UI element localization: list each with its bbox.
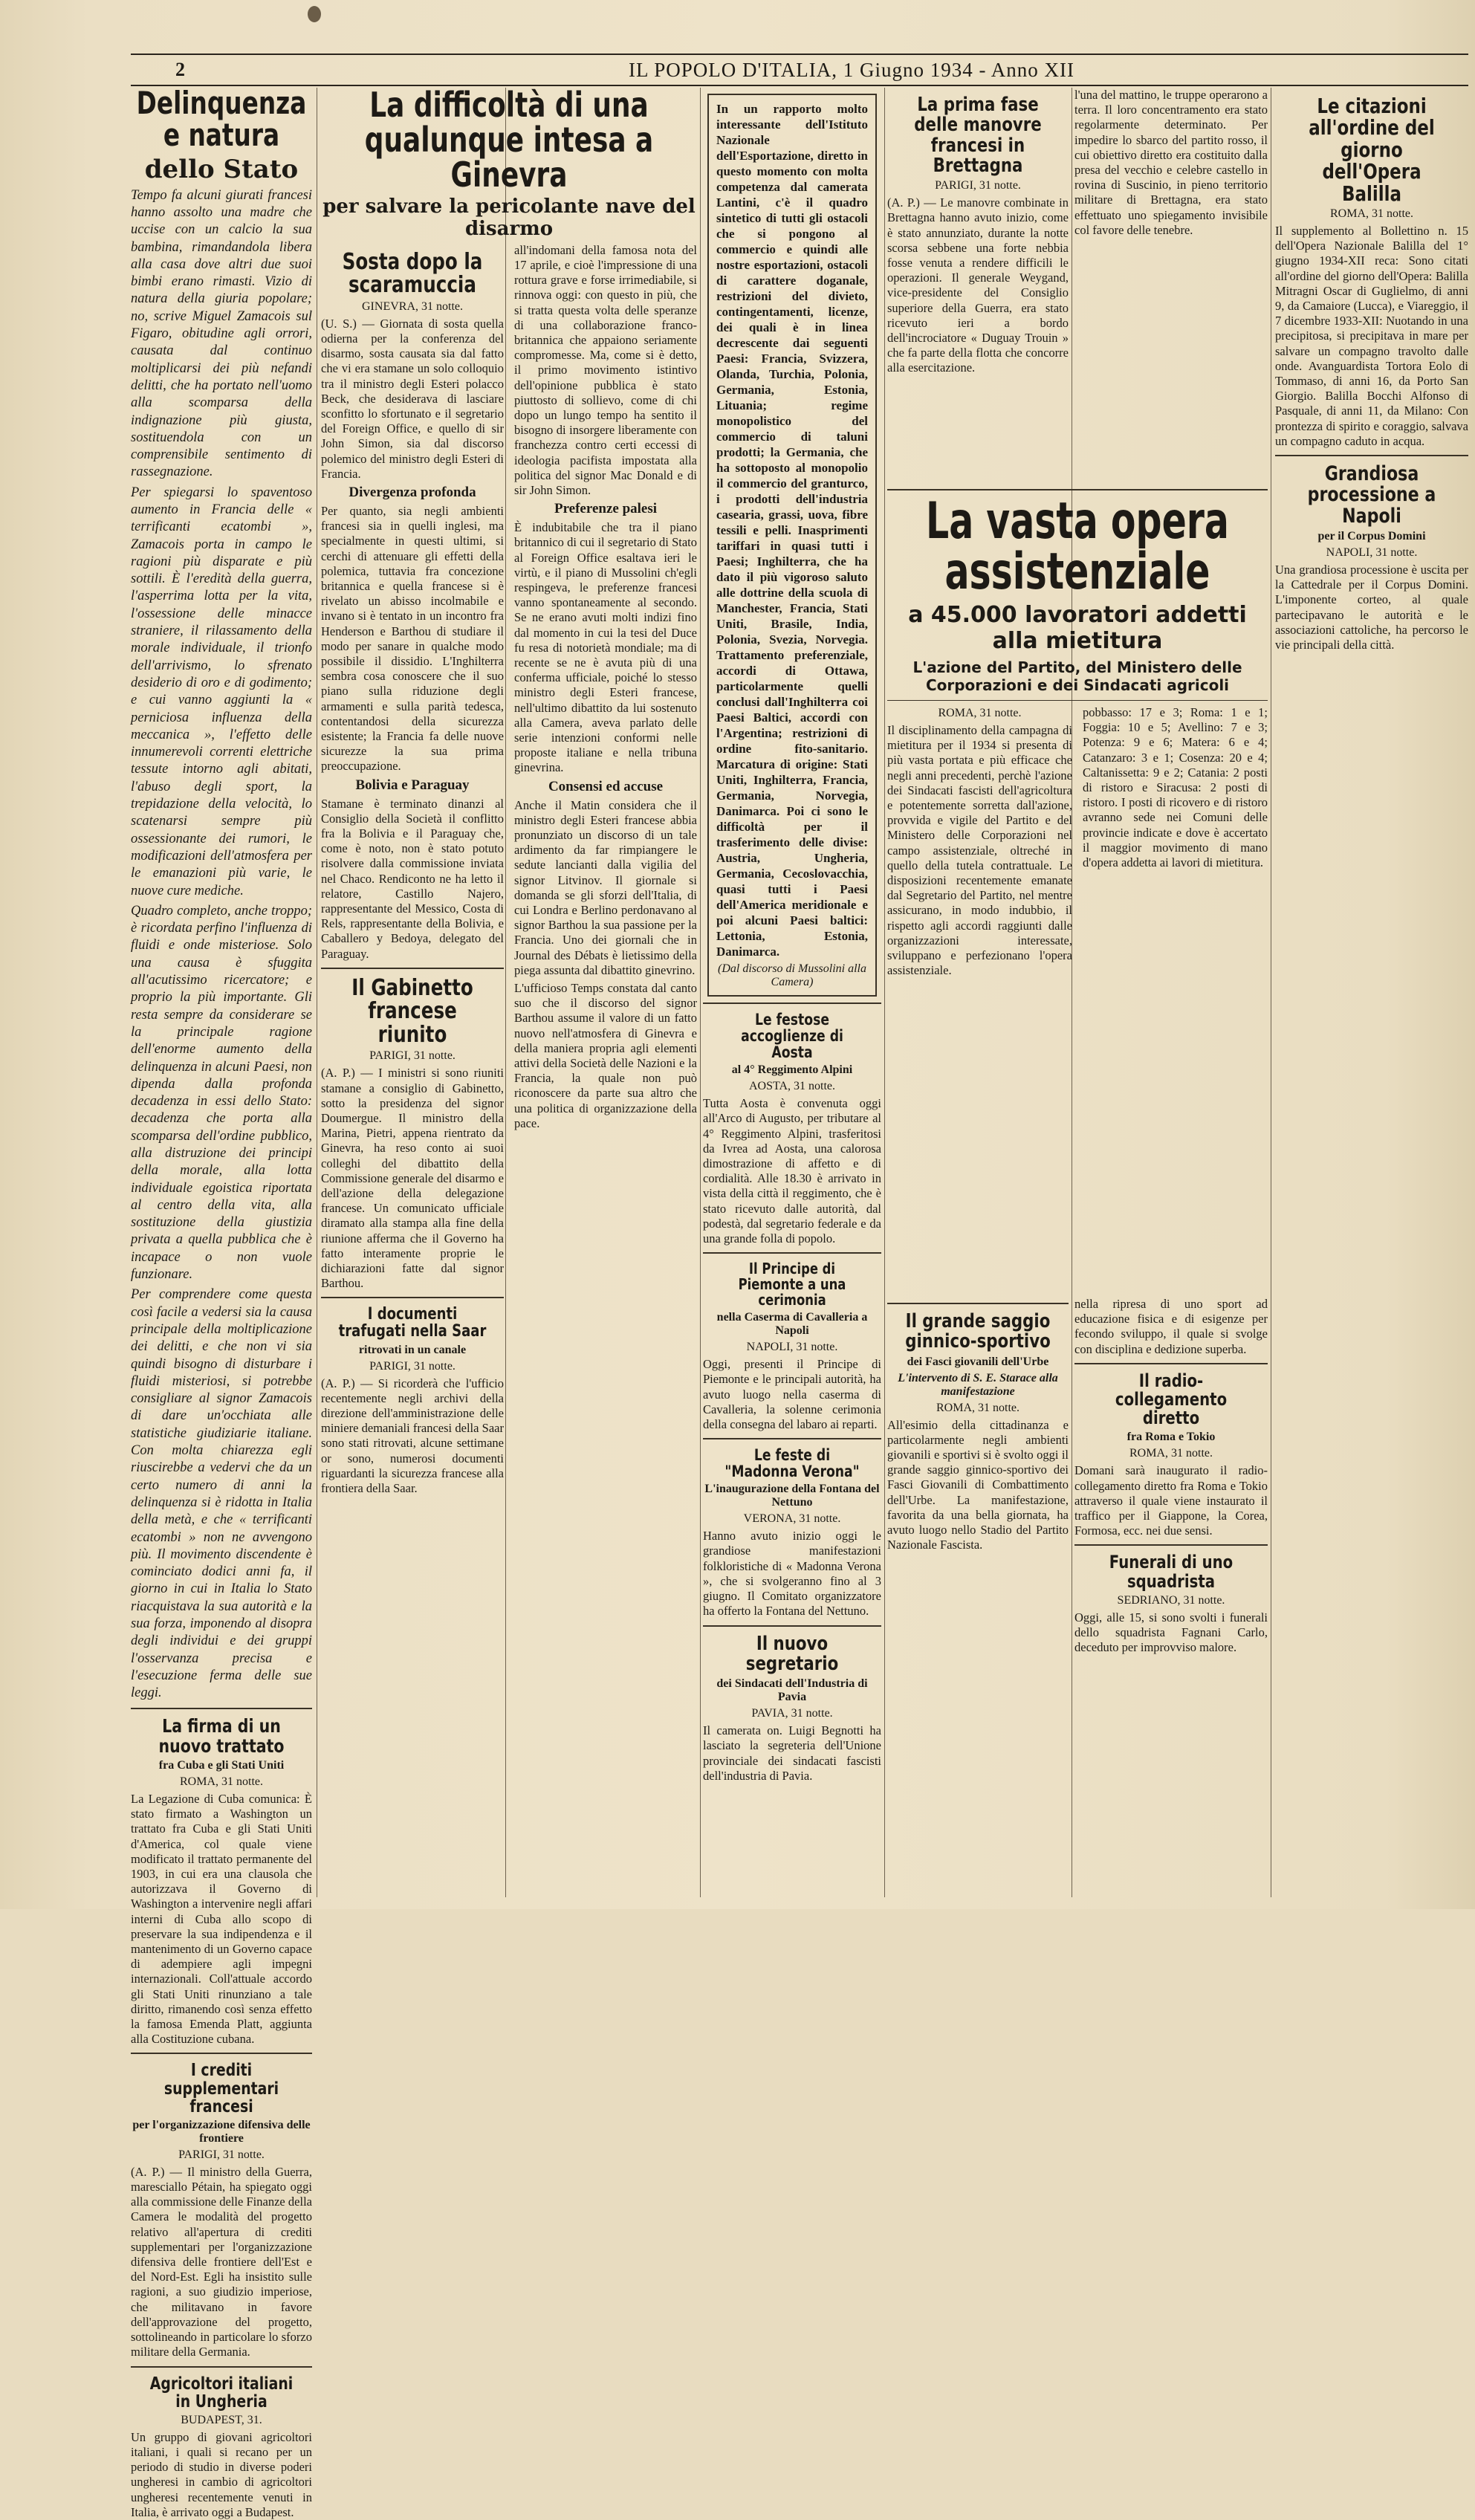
- divider: [1074, 1363, 1268, 1364]
- column-6-lower: [1074, 1297, 1268, 1897]
- paragraph: (A. P.) — I ministri si sono riuniti stamane a consiglio di Gabinetto, sotto la presidenza del signor Doumergue. Il ministro della Marina, Pietri, appena rientrato da Ginevra, ha reso conto ai suoi colleghi del dibattito della Commissione generale del disarmo e dell'azione della delegazione francese. Un comunicato ufficiale diramato alla stampa alla fine della riunione afferma che il Governo ha fatto interamente proprie le dichiarazioni fatte dal signor Barthou.: [321, 1066, 504, 1291]
- paragraph: È indubitabile che tra il piano britannico di cui il segretario di Stato al Foreign Office esaltava ieri le virtù, e il piano di Mussolini ch'egli respingeva, le preferenze francesi vanno spontaneamente al secondo. Se ne erano avuti molti indizi fino dal momento in cui la tesi del Duce fu resa di notorietà mondiale; ma di recente se ne è avuta più di una conferma ufficiale, poiché lo stesso ministro degli Esteri francese, nell'ultimo dibattito da lui sostenuto alla Camera, aveva parlato delle serie intenzioni conformi nelle proposte italiane e nella tribuna ginevrina.: [514, 520, 697, 775]
- paragraph: Anche il Matin considera che il ministro degli Esteri francese abbia pronunziato un discorso di un tale ardimento da far rimpiangere le sedute lancianti dalla vigilia del signor Litvinov. Il giornale si domanda se gli sforzi dell'Italia, di cui Londra e Berlino perdonavano al signor Barthou la sua passione per la Francia. Uno dei giornali che in Journal des Débats è lietissimo della piega assunta dal dibattito ginevrino.: [514, 797, 697, 977]
- paragraph: l'una del mattino, le truppe operarono a terra. Il loro concentramento era stato regolarmente determinato. Per impedire lo sbarco del partito rosso, il cui obiettivo diretto era costituito dalla presa del vecchio e celebre castello in rovina di Suscinio, in pieno territorio militare di Brettagna, era stato effettuato uno spiegamento invisibile col favore delle tenebre.: [1074, 88, 1268, 237]
- column-5-top: [887, 88, 1069, 474]
- subheadline-mietitura: a 45.000 lavoratori addetti alla mietitura: [908, 602, 1247, 654]
- paragraph: Oggi, alle 15, si sono svolti i funerali dello squadrista Fagnani Carlo, deceduto per improvviso malore.: [1074, 1610, 1268, 1655]
- paragraph: Per quanto, sia negli ambienti francesi sia in quelli inglesi, ma specialmente in questi ultimi, si cerchi di attenuare gli effetti della polemica, tuttavia fra concezione britannica e quella francese si è rivelato un abisso incolmabile e invano si è tentato in un incontro fra Henderson e Barthou di studiare il modo per sanare in qualche modo possibile il dissidio. L'Inghilterra sembra cosa conoscere che il suo piano sulla riduzione degli armamenti e sulla parità tedesca, contentandosi della sicurezza esistente; la Francia fa delle nuove sicurezze la sua prima preoccupazione.: [321, 503, 504, 774]
- dateline: NAPOLI, 31 notte.: [1326, 546, 1418, 560]
- subheadline: al 4° Reggimento Alpini: [731, 1063, 853, 1077]
- masthead-title: IL POPOLO D'ITALIA, 1 Giugno 1934 - Anno XII: [629, 58, 1074, 81]
- headline-ginevra: La difficoltà di una qualunque intesa a Ginevra: [364, 85, 654, 195]
- paragraph: Tempo fa alcuni giurati francesi hanno assolto una madre che uccise con un calcio la sua bambina, rimandandola libera alla casa dove altri due suoi bimbi erano rimasti. Vizio di natura della giuria popolare; no, scrive Miguel Zamacois sul Figaro, obitudine agli orrori, causata dal continuo moltiplicarsi dei più nefandi delitti, che ha portato nell'uomo alla scomparsa della indignazione più giusta, sostituendola con un comprensibile sentimento di rassegnazione.: [131, 187, 312, 480]
- section-title: Consensi ed accuse: [548, 778, 664, 794]
- subheadline: per il Corpus Domini: [1317, 530, 1426, 543]
- dateline: ROMA, 31 notte.: [1330, 207, 1413, 220]
- paragraph: Per comprendere come questa così facile a vedersi sia la causa principale della moltiplicazione dei delitti, e che non vi sia quindi bisogno di disturbare i fluidi misteriosi, si potrebbe consigliare al signor Zamacois di dare un'occhiata alle statistiche giudiziarie italiane. Con molta chiarezza egli riuscirebbe a vedervi che da un certo numero di anni la delinquenza si è ridotta in Italia della metà, e che « terrificanti ecatombi » non ne avvengono più. Il movimento discendente è cominciato dodici anni fa, il giorno in cui in Italia lo Stato riacquistava la sua autorità e la sua forza, imponendo al disopra degli individui e dei gruppi l'osservanza precisa e l'esecuzione ferma delle sue leggi.: [131, 1287, 312, 1701]
- kicker: L'intervento di S. E. Starace alla manifestazione: [898, 1371, 1058, 1398]
- dateline: PAVIA, 31 notte.: [751, 1707, 833, 1720]
- kicker: L'azione del Partito, del Ministero delle Corporazioni e dei Sindacati agricoli: [912, 658, 1242, 694]
- ginevra-article: [321, 85, 697, 1897]
- section-title: Divergenza profonda: [349, 484, 476, 500]
- divider: [703, 1438, 881, 1439]
- paragraph: nella ripresa di uno sport ad educazione fisica e di esigenze per fecondo sviluppo, il quale si svolge con disciplina e dedizione superba.: [1074, 1297, 1268, 1356]
- column-rule: [884, 88, 885, 1897]
- dateline: VERONA, 31 notte.: [743, 1512, 841, 1526]
- assistenziale-article: [887, 483, 1268, 1293]
- divider: [887, 489, 1268, 490]
- dateline: PARIGI, 31 notte.: [935, 179, 1021, 192]
- ginevra-subcolumns: [321, 243, 697, 1499]
- headline-saggio: Il grande saggio ginnico-sportivo: [905, 1310, 1051, 1353]
- paragraph: Domani sarà inaugurato il radio-collegamento diretto fra Roma e Tokio attraverso il quale viene instaurato il traffico per il Giappone, la Corea, Formosa, ecc. nei due sensi.: [1074, 1463, 1268, 1538]
- paragraph: Il supplemento al Bollettino n. 15 dell'Opera Nazionale Balilla del 1° giugno 1934-XII reca: Sono citati all'ordine del giorno dell'Opera: Balilla Mitragni Oscar di Guglielmo, di anni 9, da Camaiore (Lucca), e Viareggio, il 7 dicembre 1933-XII: Nuotando in una precipitosa, si precipitava in mare per salvare un compagno travolto dalle onde. Avanguardista Tortora Eolo di Tommaso, di anni 16, da Porto San Giorgio. Balilla Bocchi Alfonso di Pasquale, di anni 11, da Milano: Con prontezza di spirito e coraggio, salvava un compagno caduto in acqua.: [1275, 223, 1468, 448]
- subheadline: fra Roma e Tokio: [1126, 1431, 1216, 1444]
- headline-manovre: La prima fase delle manovre francesi in Brettagna: [914, 94, 1042, 177]
- assistenziale-right: [1083, 705, 1268, 981]
- masthead: [131, 54, 1468, 86]
- paragraph: all'indomani della famosa nota del 17 aprile, e cioè l'impressione di una rottura grave e forse irrimediabile, si rinnova oggi: con questo in più, che si tratta questa volta delle speranze di una collaborazione franco-britannica che appaiono seriamente compromesse. Ma, come si è detto, il primo movimento istintivo dell'opinione pubblica è stato piuttosto di sollievo, come di chi dopo un lungo tempo ha sentito il bisogno di insorgere liberamente con franchezza contro certi eccessi di ideologia pacifista impostata alla politica del signor Mac Donald e di sir John Simon.: [514, 242, 697, 497]
- subheadline: L'inaugurazione della Fontana del Nettuno: [704, 1483, 880, 1509]
- divider: [131, 2366, 312, 2368]
- quote-text: In un rapporto molto interessante dell'Istituto Nazionale dell'Esportazione, diretto in questo momento con molta competenza dal camerata Lantini, c'è il quadro sintetico di tutti gli ostacoli che si pongono al commercio e quindi alle nostre esportazioni, ostacoli di carattere doganale, restrizioni del divieto, contingentamenti, licenze, dei quali è in linea decrescente dai seguenti Paesi: Francia, Svizzera, Olanda, Turchia, Polonia, Germania, Estonia, Lituania; regime monopolistico del commercio di taluni prodotti; la Germania, che ha sottoposto al monopolio il commercio del granturco, i prodotti dell'industria casearia, grassi, uova, fibre tessili e pelli. Inasprimenti tariffari in quasi tutti i Paesi; Inghilterra, che ha dato il più vigoroso saluto alle dottrine della scuola di Manchester, Francia, Stati Uniti, Brasile, India, Polonia, Svezia, Norvegia. Trattamento preferenziale, accordi di Ottawa, particolarmente quelli conclusi dall'Inghilterra coi Paesi Baltici, accordi con l'Argentina; restrizioni di ordine fito-sanitario. Marcatura di origine: Stati Uniti, Inghilterra, Francia, Germania, Norvegia, Danimarca. Poi ci sono le difficoltà per il trasferimento delle divise: Austria, Ungheria, Germania, Cecoslovacchia, quasi tutti i Paesi dell'America meridionale e poi alcuni Paesi baltici: Lettonia, Estonia, Danimarca.: [716, 102, 868, 959]
- paragraph: Tutta Aosta è convenuta oggi all'Arco di Augusto, per tributare al 4° Reggimento Alpini, trasferitosi da Ivrea ad Aosta, una calorosa dimostrazione di affetto e di cordialità. Alle 18.30 è arrivato in vista della città il reggimento, che è stato ricevuto dalle autorità, dal podestà, dal segretario federale e da una grande folla di popolo.: [703, 1096, 881, 1246]
- paragraph: (U. S.) — Giornata di sosta quella odierna per la conferenza del disarmo, sosta causata sia dal fatto che vi era stamane un solo colloquio tra il ministro degli Esteri polacco Beck, che desiderava di lasciare sconfitto lo sfortunato e il segretario del Foreign Office, e quello di sir John Simon, sia dal discorso polemico del ministro degli Esteri di Francia.: [321, 316, 504, 481]
- subheadline: nella Caserma di Cavalleria a Napoli: [716, 1311, 868, 1338]
- divider: [703, 1625, 881, 1627]
- divider: [131, 2053, 312, 2054]
- dateline: BUDAPEST, 31.: [181, 2413, 262, 2426]
- headline-aosta: Le festose accoglienze di Aosta: [741, 1011, 843, 1062]
- paragraph: Il disciplinamento della campagna di mietitura per il 1934 si presenta di più vasta portata e più efficace che negli anni precedenti, perchè l'azione dei Sindacati fascisti dell'agricoltura e potentemente sorretta dall'azione, provvida e vigile del Partito e del Ministero delle Corporazioni nel campo assistenziale, oltreché in quello della tutela contrattuale. Le disposizioni recentemente emanate dal Segretario del Partito, nel mentre assicurano, in modo indubbio, il rispetto agli accordi raggiunti dalle organizzazioni interessate, sviluppano e perfezionano l'opera assistenziale.: [887, 723, 1072, 978]
- paragraph: Quadro completo, anche troppo; è ricordata perfino l'influenza di fluidi e onde misteriose. Solo una causa è sfuggita all'acutissimo ricercatore; e proprio la più importante. Gli resta sempre da considerare se la principale ragione dell'enorme aumento della delinquenza in alcuni Paesi, non dipenda dalla profonda decadenza in essi dello Stato: decadenza che porta alla scomparsa dell'ordine pubblico, alla distruzione dei principi della morale, alla lotta individuale egoistica riportata al centro della vita, alla sostituzione della giustizia privata a quella pubblica che è incapace o non vuole funzionare.: [131, 903, 312, 1283]
- section-title: Bolivia e Paraguay: [355, 777, 470, 793]
- headline-gabinetto: Il Gabinetto francese riunito: [351, 974, 473, 1048]
- headline-saar: I documenti trafugati nella Saar: [338, 1305, 487, 1341]
- paragraph: All'esimio della cittadinanza e particolarmente negli ambienti giovanili e sportivi si è svolto oggi il grande saggio ginnico-sportivo dei Fasci Giovanili di Combattimento dell'Urbe. La manifestazione, favorita da una bella giornata, ha avuto luogo nello Stadio del Partito Nazionale Fascista.: [887, 1417, 1069, 1552]
- editorial-body: [131, 187, 312, 1703]
- assistenziale-subcolumns: [887, 705, 1268, 981]
- subheadline: fra Cuba e gli Stati Uniti: [158, 1758, 285, 1772]
- quote-source: (Dal discorso di Mussolini alla Camera): [717, 962, 866, 988]
- headline-assistenziale: La vasta opera assistenziale: [926, 492, 1229, 601]
- headline-agricoltori: Agricoltori italiani in Ungheria: [149, 2374, 294, 2412]
- ginevra-right: [514, 243, 697, 1499]
- dateline: AOSTA, 31 notte.: [748, 1080, 836, 1093]
- column-4: [703, 88, 881, 1897]
- subheadline-disarmo: per salvare la pericolante nave del disarmo: [322, 195, 696, 240]
- headline-balilla: Le citazioni all'ordine del giorno dell'Opera Balilla: [1309, 94, 1435, 206]
- headline-verona: Le feste di "Madonna Verona": [724, 1446, 860, 1481]
- dateline: PARIGI, 31 notte.: [369, 1359, 456, 1373]
- divider: [1074, 1544, 1268, 1546]
- paragraph: Oggi, presenti il Principe di Piemonte e le principali autorità, ha avuto luogo nella caserma di Cavalleria, la solenne cerimonia della consegna del labaro ai reparti.: [703, 1357, 881, 1431]
- divider: [131, 1708, 312, 1709]
- headline-funerali: Funerali di uno squadrista: [1109, 1552, 1234, 1592]
- mussolini-quote-box: [707, 94, 877, 997]
- headline-processione: Grandiosa processione a Napoli: [1307, 462, 1436, 528]
- subheadline: dei Fasci giovanili dell'Urbe: [907, 1355, 1049, 1368]
- paragraph: Hanno avuto inizio oggi le grandiose manifestazioni folkloristiche di « Madonna Verona », che si svolgeranno fino al 3 giugno. Il Comitato organizzatore ha offerto la Fontana del Nettuno.: [703, 1529, 881, 1619]
- dateline: ROMA, 31 notte.: [1129, 1447, 1213, 1460]
- headline-delinquenza: Delinquenza e natura: [136, 85, 307, 153]
- subheadline: ritrovati in un canale: [358, 1343, 467, 1356]
- headline-crediti: I crediti supplementari francesi: [163, 2061, 279, 2116]
- divider: [703, 1003, 881, 1004]
- paragraph: L'ufficioso Temps constata dal canto suo che il discorso del signor Barthou assume il valore di un fatto nuovo nell'atmosfera di Ginevra e della maniera propria agli elementi attivi della Società delle Nazioni e la Francia, la quale non può riconoscere da parte sua altro che una politica di organizzazione della pace.: [514, 981, 697, 1130]
- subheadline: per l'organizzazione difensiva delle frontiere: [132, 2118, 311, 2145]
- paragraph: Il camerata on. Luigi Begnotti ha lasciato la segreteria dell'Unione provinciale dei sindacati fascisti dell'industria di Pavia.: [703, 1723, 881, 1783]
- column-5-lower: [887, 1297, 1069, 1897]
- divider: [1275, 455, 1468, 456]
- page-number: 2: [175, 59, 185, 80]
- dateline: ROMA, 31 notte.: [938, 707, 1022, 719]
- divider: [887, 700, 1268, 701]
- paragraph: La Legazione di Cuba comunica: È stato firmato a Washington un trattato fra Cuba e gli Stati Uniti d'America, col quale viene modificato il trattato permanente del 1903, in cui era una clausola che autorizzava il Governo di Washington a intervenire negli affari interni di Cuba allo scopo di preservare la sua indipendenza e il mantenimento di un Governo capace di adempiere agli impegni internazionali. Coll'attuale accordo gli Stati Uniti rinunziano a tale diritto, rimanendo così senza effetto la famosa Emenda Platt, aggiunta alla Costituzione cubana.: [131, 1791, 312, 2047]
- dateline: ROMA, 31 notte.: [180, 1775, 263, 1788]
- dateline: ROMA, 31 notte.: [936, 1401, 1019, 1414]
- divider: [321, 1297, 504, 1298]
- column-9: [1275, 88, 1468, 1897]
- paragraph: Stamane è terminato dinanzi al Consiglio della Società il conflitto fra la Bolivia e il Paraguay che, come è noto, non è stato potuto risolvere dalla commissione inviata nel Chaco. Rendiconto ne ha letto il relatore, Castillo Najero, rappresentante del Messico, Costa di Rels, rappresentante della Bolivia, e Caballero y Bedoya, delegato del Paraguay.: [321, 796, 504, 961]
- headline-radio: Il radio-collegamento diretto: [1115, 1370, 1228, 1429]
- section-title: Preferenze palesi: [554, 501, 658, 517]
- paragraph: pobbasso: 17 e 3; Roma: 1 e 1; Foggia: 10 e 5; Avellino: 7 e 3; Potenza: 9 e 6; Matera: 6 e 4; Catanzaro: 3 e 1; Cosenza: 20 e 4; Caltanissetta: 9 e 2; Catania: 2 posti di ristoro e Siracusa: 2 posti di ristoro. I posti di ricovero e di ristoro avranno sede nei Comuni delle provincie indicate e dove è accertato il maggior movimento di mano d'opera addetta ai lavori di mietitura.: [1083, 705, 1268, 870]
- dateline: SEDRIANO, 31 notte.: [1117, 1593, 1225, 1607]
- dateline: NAPOLI, 31 notte.: [746, 1341, 838, 1354]
- column-rule: [700, 88, 701, 1897]
- subheadline: dei Sindacati dell'Industria di Pavia: [716, 1677, 868, 1704]
- headline-trattato: La firma di un nuovo trattato: [158, 1715, 285, 1757]
- paragraph: Un gruppo di giovani agricoltori italiani, i quali si recano per un periodo di studio in diverse poderi ungheresi in cambio di agricoltori ungheresi recentemente venuti in Italia, è arrivato oggi a Budapest.: [131, 2429, 312, 2519]
- paragraph: Una grandiosa processione è uscita per la Cattedrale per il Corpus Domini. L'imponente corteo, al quale partecipavano le autorità e le associazioni cattoliche, ha percorso le vie principali della città.: [1275, 563, 1468, 652]
- divider: [887, 1303, 1069, 1304]
- divider: [321, 968, 504, 969]
- assistenziale-left: [887, 705, 1072, 981]
- paragraph: (A. P.) — Le manovre combinate in Brettagna hanno avuto inizio, come è stato annunziato, durante la notte scorsa sebbene una forte nebbia fosse venuta a rendere difficili le operazioni. Il generale Weygand, vice-presidente del Consiglio superiore della Guerra, era stato ricevuto ieri a bordo dell'incrociatore « Duguay Trouin » che fa parte della flotta che concorre alla esercitazione.: [887, 195, 1069, 375]
- paragraph: Per spiegarsi lo spaventoso aumento in Francia delle « terrificanti ecatombi », Zamacois porta in campo le ragioni più disparate e più sottili. È l'eredità della guerra, l'asperrima lotta per la vita, l'ossessione delle minacce straniere, il rilassamento della morale individuale, il trionfo dell'arrivismo, lo sfrenato desiderio di oro e di godimento; e cui vanno aggiunti la « perniciosa influenza della meccanica », l'effetto delle innumerevoli correnti elettriche tessute intorno agli abitati, l'abuso degli sport, la trepidazione della velocità, lo scatenarsi sempre più ossessionante dei rumori, le modificazioni dell'atmosfera per le emanazioni più varie, le nuove cure mediche.: [131, 485, 312, 898]
- binding-hole: [308, 6, 321, 22]
- headline-stato: dello Stato: [144, 154, 299, 184]
- dateline: GINEVRA, 31 notte.: [362, 299, 463, 313]
- paragraph: (A. P.) — Si ricorderà che l'ufficio recentemente negli archivi della direzione dell'amministrazione delle miniere demaniali francesi della Saar sono stati ritrovati, alcune settimane or sono, numerosi documenti riguardanti la sicurezza francese alla frontiera della Saar.: [321, 1376, 504, 1495]
- column-1: [131, 85, 312, 2519]
- paragraph: (A. P.) — Il ministro della Guerra, maresciallo Pétain, ha spiegato oggi alla commissione delle Finanze della Camera le modalità del progetto relativo all'apertura di crediti supplementari per l'organizzazione difensiva delle frontiere dell'Est e del Nord-Est. Egli ha insistito sulle ragioni, a suo giudizio imperiose, che militavano in favore dell'approvazione del progetto, sottolineando in particolare lo sforzo militare della Germania.: [131, 2164, 312, 2359]
- headline-principe: Il Principe di Piemonte a una cerimonia: [738, 1260, 846, 1309]
- dateline: PARIGI, 31 notte.: [369, 1049, 456, 1063]
- column-6-top: [1074, 88, 1268, 474]
- ginevra-left: [321, 243, 504, 1499]
- section-title: Sosta dopo la scaramuccia: [342, 248, 483, 299]
- headline-segretario: Il nuovo segretario: [745, 1632, 839, 1675]
- divider: [703, 1252, 881, 1254]
- dateline: PARIGI, 31 notte.: [178, 2148, 265, 2161]
